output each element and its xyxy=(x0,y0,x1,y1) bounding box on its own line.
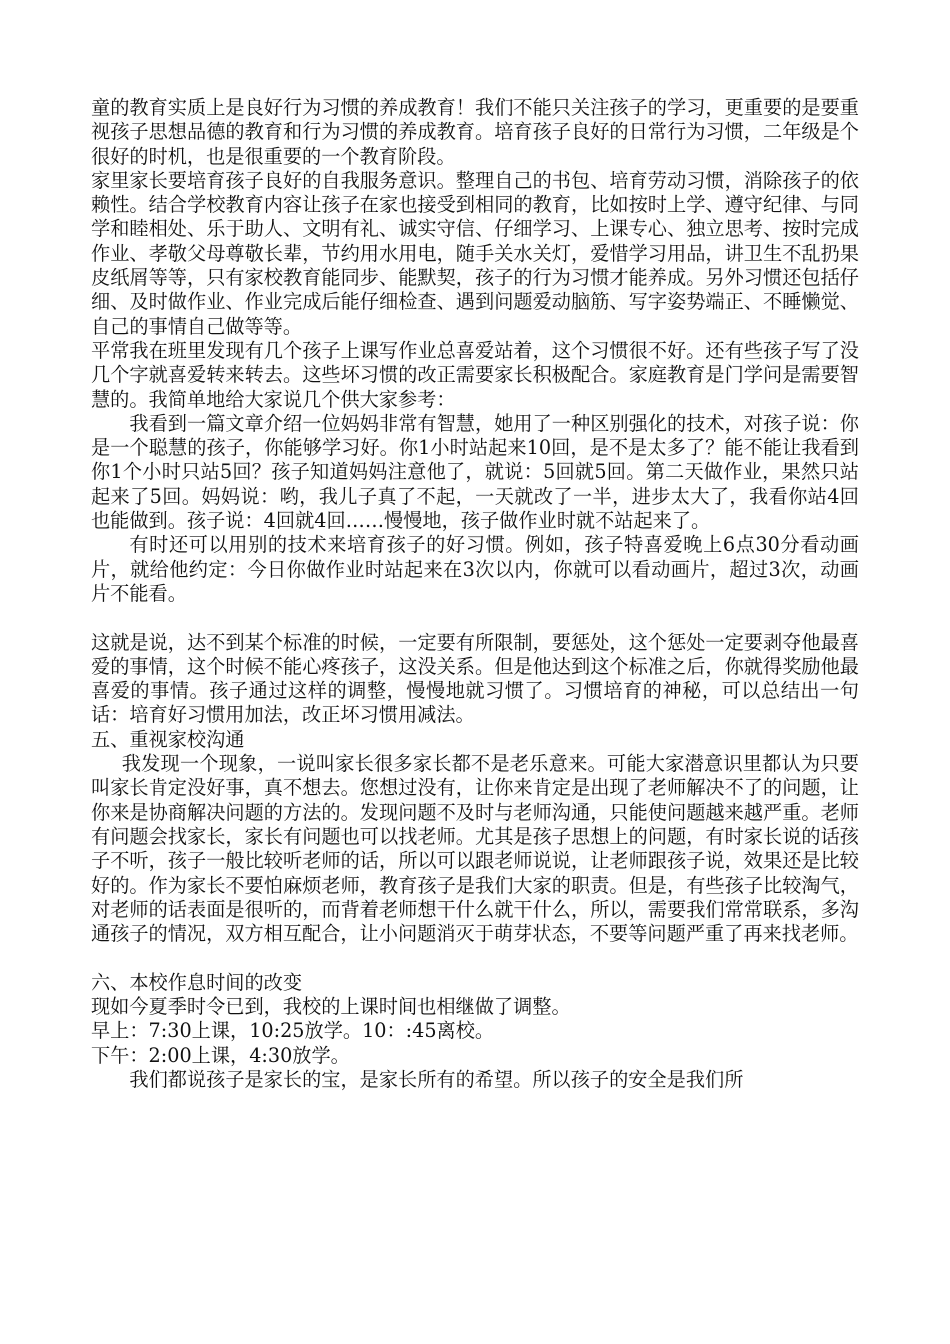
document-body xyxy=(91,96,859,1092)
schedule-afternoon: 下午：2:00上课，4:30放学。 xyxy=(91,1043,350,1067)
paragraph-punishment-reward: 这就是说，达不到某个标准的时候，一定要有所限制，要惩处，这个惩处一定要剥夺他最喜爱的事情，这个时候不能心疼孩子，这没关系。但是他达到这个标准之后，你就得奖励他最喜爱的事情。孩子通过这样的调整，慢慢地就习惯了。习惯培育的神秘，可以总结出一句话：培育好习惯用加法，改正坏习惯用减法。 xyxy=(91,630,859,727)
schedule-morning: 早上：7:30上课，10:25放学。10：:45离校。 xyxy=(91,1019,495,1043)
paragraph-mother-story: 我看到一篇文章介绍一位妈妈非常有智慧，她用了一种区别强化的技术，对孩子说：你是一个聪慧的孩子，你能够学习好。你1小时站起来10回，是不是太多了？能不能让我看到你1个小时只站5回？孩子知道妈妈注意他了，就说：5回就5回。第二天做作业，果然只站起来了5回。妈妈说：哟，我儿子真了不起，一天就改了一半，进步太大了，我看你站4回也能做到。孩子说：4回就4回……慢慢地，孩子做作业时就不站起来了。 xyxy=(91,411,859,533)
paragraph-bad-habits: 平常我在班里发现有几个孩子上课写作业总喜爱站着，这个习惯很不好。还有些孩子写了没几个字就喜爱转来转去。这些坏习惯的改正需要家长积极配合。家庭教育是门学问是需要智慧的。我简单地给大家说几个供大家参考： xyxy=(91,338,859,411)
paragraph-home-school-communication: 我发现一个现象，一说叫家长很多家长都不是老乐意来。可能大家潜意识里都认为只要叫家长肯定没好事，真不想去。您想过没有，让你来肯定是出现了老师解决不了的问题，让你来是协商解决问题的方法的。发现问题不及时与老师沟通，只能使问题越来越严重。老师有问题会找家长，家长有问题也可以找老师。尤其是孩子思想上的问题，有时家长说的话孩子不听，孩子一般比较听老师的话，所以可以跟老师说说，让老师跟孩子说，效果还是比较好的。作为家长不要怕麻烦老师，教育孩子是我们大家的职责。但是，有些孩子比较淘气，对老师的话表面是很听的，而背着老师想干什么就干什么，所以，需要我们常常联系，多沟通孩子的情况，双方相互配合，让小问题消灭于萌芽状态，不要等问题严重了再来找老师。 xyxy=(91,752,859,946)
paragraph-habit-education: 童的教育实质上是良好行为习惯的养成教育！我们不能只关注孩子的学习，更重要的是要重视孩子思想品德的教育和行为习惯的养成教育。培育孩子良好的日常行为习惯，二年级是个很好的时机，也是很重要的一个教育阶段。 xyxy=(91,96,859,168)
blank-line xyxy=(91,946,859,970)
section-heading-6: 六、本校作息时间的改变 xyxy=(91,970,303,994)
section-heading-5: 五、重视家校沟通 xyxy=(91,727,245,751)
paragraph-safety: 我们都说孩子是家长的宝，是家长所有的希望。所以孩子的安全是我们所 xyxy=(129,1067,744,1091)
paragraph-schedule-intro: 现如今夏季时令已到，我校的上课时间也相继做了调整。 xyxy=(91,994,571,1018)
paragraph-cartoon-reward: 有时还可以用别的技术来培育孩子的好习惯。例如，孩子特喜爱晚上6点30分看动画片，就给他约定：今日你做作业时站起来在3次以内，你就可以看动画片，超过3次，动画片不能看。 xyxy=(91,533,859,605)
blank-line xyxy=(91,606,859,630)
paragraph-self-service: 家里家长要培育孩子良好的自我服务意识。整理自己的书包、培育劳动习惯，消除孩子的依赖性。结合学校教育内容让孩子在家也接受到相同的教育，比如按时上学、遵守纪律、与同学和睦相处、乐于助人、文明有礼、诚实守信、仔细学习、上课专心、独立思考、按时完成作业、孝敬父母尊敬长辈，节约用水用电，随手关水关灯，爱惜学习用品，讲卫生不乱扔果皮纸屑等等，只有家校教育能同步、能默契，孩子的行为习惯才能养成。另外习惯还包括仔细、及时做作业、作业完成后能仔细检查、遇到问题爱动脑筋、写字姿势端正、不睡懒觉、自己的事情自己做等等。 xyxy=(91,168,859,338)
